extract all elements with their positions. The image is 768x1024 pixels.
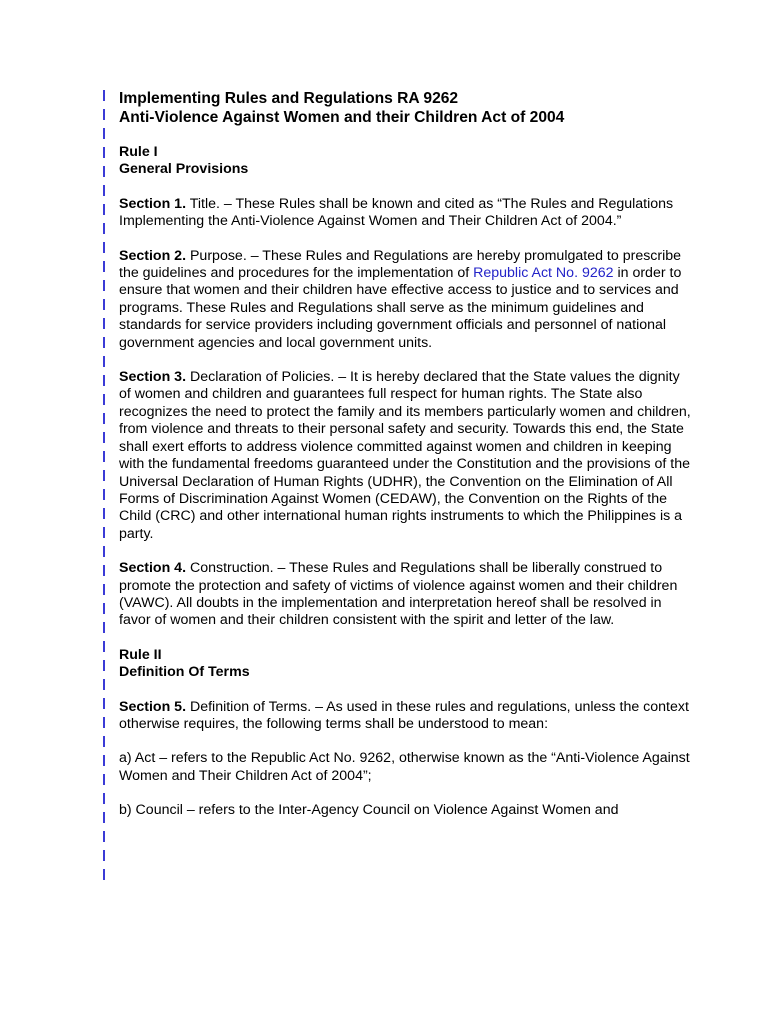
section-1 [119, 196, 694, 231]
document-title [119, 89, 694, 127]
title-line-2: Anti-Violence Against Women and their Children Act of 2004 [119, 109, 565, 126]
section-1-label: Section 1. [119, 195, 187, 212]
rule-1-label: Rule I [119, 144, 158, 160]
section-5-label: Section 5. [119, 698, 187, 715]
section-2 [119, 248, 694, 352]
section-3-label: Section 3. [119, 369, 187, 386]
section-2-text-before-link: Purpose. – These Rules and Regulations are hereby promulgated to prescribe the guidelines and procedures for the implementation of [119, 247, 682, 282]
section-4 [119, 560, 694, 630]
section-5 [119, 699, 694, 734]
section-5-text: Definition of Terms. – As used in these rules and regulations, unless the context otherwise requires, the following terms shall be understood to mean: [119, 698, 689, 732]
rule-2-label: Rule II [119, 646, 162, 663]
title-line-1: Implementing Rules and Regulations RA 9262 [119, 90, 459, 107]
rule-1-title: General Provisions [119, 161, 249, 178]
rule-1-heading [119, 144, 694, 179]
definition-b: b) Council – refers to the Inter-Agency Council on Violence Against Women and [119, 802, 619, 819]
section-3-text: Declaration of Policies. – It is hereby declared that the State values the dignity of women and children and guarantees full respect for human rights. The State also recognizes the need to protect the family and its members particularly women and children, from violence and threats to their personal safety and security. Towards this end, the State shall exert efforts to address violence committed against women and children in keeping with the fundamental freedoms guaranteed under the Constitution and the provisions of the Universal Declaration of Human Rights (UDHR), the Convention on the Elimination of All Forms of Discrimination Against Women (CEDAW), the Convention on the Rights of the Child (CRC) and other international human rights instruments to which the Philippines is a party. [119, 369, 691, 542]
section-4-label: Section 4. [119, 560, 187, 577]
revision-margin-bar [103, 90, 105, 886]
section-4-text: Construction. – These Rules and Regulations shall be liberally construed to promote the protection and safety of victims of violence against women and their children (VAWC). All doubts in the implementation and interpretation hereof shall be resolved in favor of women and their children consistent with the spirit and letter of the law. [119, 560, 678, 629]
section-3 [119, 369, 694, 543]
rule-2-title: Definition Of Terms [119, 664, 250, 681]
section-2-label: Section 2. [119, 247, 187, 264]
section-2-text-after-link: in order to ensure that women and their children have effective access to justice and to services and programs. These Rules and Regulations shall serve as the minimum guidelines and standards for service providers including government officials and personnel of national government agencies and local government units. [119, 265, 682, 351]
rule-2-heading [119, 647, 694, 682]
definition-a: a) Act – refers to the Republic Act No. 9262, otherwise known as the “Anti-Violence Against Women and Their Children Act of 2004”; [119, 750, 690, 784]
section-1-text: Title. – These Rules shall be known and cited as “The Rules and Regulations Implementing the Anti-Violence Against Women and Their Children Act of 2004.” [119, 195, 674, 230]
republic-act-link[interactable]: Republic Act No. 9262 [473, 265, 614, 282]
document-page [119, 89, 694, 837]
